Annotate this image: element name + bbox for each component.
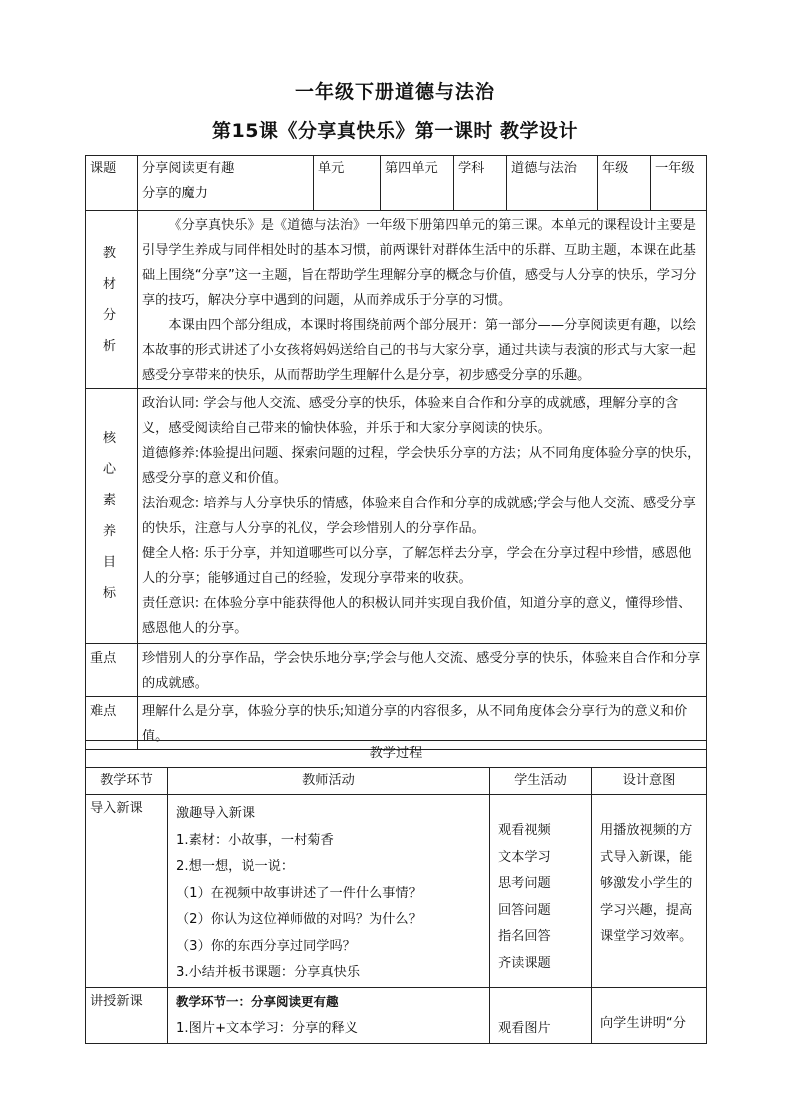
teacher-cell bbox=[168, 795, 490, 988]
teacher-line: （1）在视频中故事讲述了一件什么事情？ bbox=[176, 885, 422, 901]
teacher-line: 1.素材：小故事，一村菊香 bbox=[176, 832, 334, 848]
analysis-label-line1: 教 材 bbox=[102, 245, 125, 292]
topic-label: 课题 bbox=[86, 156, 138, 211]
difficulty-text: 理解什么是分享，体验分享的快乐;知道分享的内容很多，从不同角度体会分享行为的意义和价值。 bbox=[138, 697, 707, 750]
teacher-line: 3.小结并板书课题：分享真快乐 bbox=[176, 965, 361, 980]
grade-label: 年级 bbox=[598, 156, 651, 211]
analysis-para1: 《分享真快乐》是《道德与法治》一年级下册第四单元的第三课。本单元的课程设计主要是引导学生养成与同伴相处时的基本习惯，前两课针对群体生活中的乐群、互助主题，本课在此基础上围绕“分享”这一主题，旨在帮助学生理解分享的概念与价值，感受与人分享的快乐，学习分享的技巧，解决分享中遇到的问题，从而养成乐于分享的习惯。 bbox=[142, 218, 697, 308]
key-point-text: 珍惜别人的分享作品，学会快乐地分享;学会与他人交流、感受分享的快乐，体验来自合作和分享的成就感。 bbox=[138, 644, 707, 697]
analysis-content bbox=[138, 211, 707, 389]
analysis-label bbox=[86, 211, 138, 389]
student-line: 观看视频 bbox=[498, 823, 551, 838]
teacher-line: 2.想一想，说一说： bbox=[176, 859, 295, 874]
process-title: 教学过程 bbox=[86, 741, 707, 768]
analysis-para2: 本课由四个部分组成，本课时将围绕前两个部分展开：第一部分——分享阅读更有趣，以绘本故事的形式讲述了小女孩将妈妈送给自己的书与大家分享，通过共读与表演的形式与大家一起感受分享带来的快乐，从而帮助学生理解什么是分享，初步感受分享的乐趣。 bbox=[142, 318, 696, 383]
goal-item-personality: 健全人格: 乐于分享，并知道哪些可以分享，了解怎样去分享，学会在分享过程中珍惜，感恩他人的分享；能够通过自己的经验，发现分享带来的收获。 bbox=[142, 546, 692, 586]
student-line: 思考问题 bbox=[498, 876, 551, 891]
table-row bbox=[86, 987, 707, 1043]
student-cell bbox=[490, 987, 592, 1043]
unit-value: 第四单元 bbox=[381, 156, 454, 211]
student-line: 文本学习 bbox=[498, 849, 551, 865]
goals-label-line2: 素 养 bbox=[102, 493, 125, 539]
goal-item-law: 法治观念: 培养与人分享快乐的情感，体验来自合作和分享的成就感;学会与他人交流、感受分享的快乐，注意与人分享的礼仪，学会珍惜别人的分享作品。 bbox=[142, 496, 696, 536]
goals-label bbox=[86, 389, 138, 644]
goals-label-line3: 目 标 bbox=[102, 555, 125, 601]
teacher-cell bbox=[168, 987, 490, 1043]
goals-content bbox=[138, 389, 707, 644]
analysis-label-line2: 分 析 bbox=[102, 307, 125, 354]
doc-title: 一年级下册道德与法治 bbox=[294, 81, 495, 103]
stage-cell: 导入新课 bbox=[86, 795, 168, 988]
student-line: 观看图片 bbox=[498, 1020, 551, 1036]
topic-value-line1: 分享阅读更有趣 bbox=[142, 161, 235, 176]
teacher-line: 激趣导入新课 bbox=[176, 806, 256, 821]
col-teacher-header: 教师活动 bbox=[168, 768, 490, 795]
lesson-info-table bbox=[85, 155, 707, 750]
unit-label: 单元 bbox=[314, 156, 381, 211]
teacher-line: （3）你的东西分享过同学吗？ bbox=[176, 938, 356, 954]
goal-item-moral: 道德修养:体验提出问题、探索问题的过程，学会快乐分享的方法；从不同角度体验分享的快乐，感受分享的意义和价值。 bbox=[142, 446, 701, 486]
goal-item-political: 政治认同: 学会与他人交流、感受分享的快乐，体验来自合作和分享的成就感，理解分享的含义，感受阅读给自己带来的愉快体验，并乐于和大家分享阅读的快乐。 bbox=[142, 396, 679, 436]
col-student-header: 学生活动 bbox=[490, 768, 592, 795]
table-row bbox=[86, 795, 707, 988]
intent-cell: 向学生讲明“分 bbox=[592, 987, 707, 1043]
process-table bbox=[85, 740, 707, 1044]
difficulty-label: 难点 bbox=[86, 697, 138, 750]
subject-value: 道德与法治 bbox=[507, 156, 598, 211]
topic-value bbox=[138, 156, 314, 211]
grade-value: 一年级 bbox=[651, 156, 707, 211]
doc-subtitle: 第15课《分享真快乐》第一课时 教学设计 bbox=[211, 120, 579, 142]
stage-cell: 讲授新课 bbox=[86, 987, 168, 1043]
goals-label-line1: 核 心 bbox=[102, 431, 125, 477]
teacher-line: 1.图片+文本学习：分享的释义 bbox=[176, 1020, 358, 1036]
col-stage-header: 教学环节 bbox=[86, 768, 168, 795]
student-line: 齐读课题 bbox=[498, 955, 551, 971]
topic-value-line2: 分享的魔力 bbox=[142, 186, 208, 201]
student-line: 回答问题 bbox=[498, 902, 551, 918]
subject-label: 学科 bbox=[454, 156, 507, 211]
teacher-line: 教学环节一：分享阅读更有趣 bbox=[176, 993, 339, 1009]
teacher-line: （2）你认为这位禅师做的对吗？为什么？ bbox=[176, 912, 422, 927]
student-cell bbox=[490, 795, 592, 988]
student-line: 指名回答 bbox=[498, 929, 551, 944]
goal-item-responsibility: 责任意识: 在体验分享中能获得他人的积极认同并实现自我价值，知道分享的意义，懂得珍惜、感恩他人的分享。 bbox=[142, 596, 692, 636]
col-intent-header: 设计意图 bbox=[592, 768, 707, 795]
intent-cell: 用播放视频的方式导入新课，能够激发小学生的学习兴趣，提高课堂学习效率。 bbox=[592, 795, 707, 988]
key-point-label: 重点 bbox=[86, 644, 138, 697]
